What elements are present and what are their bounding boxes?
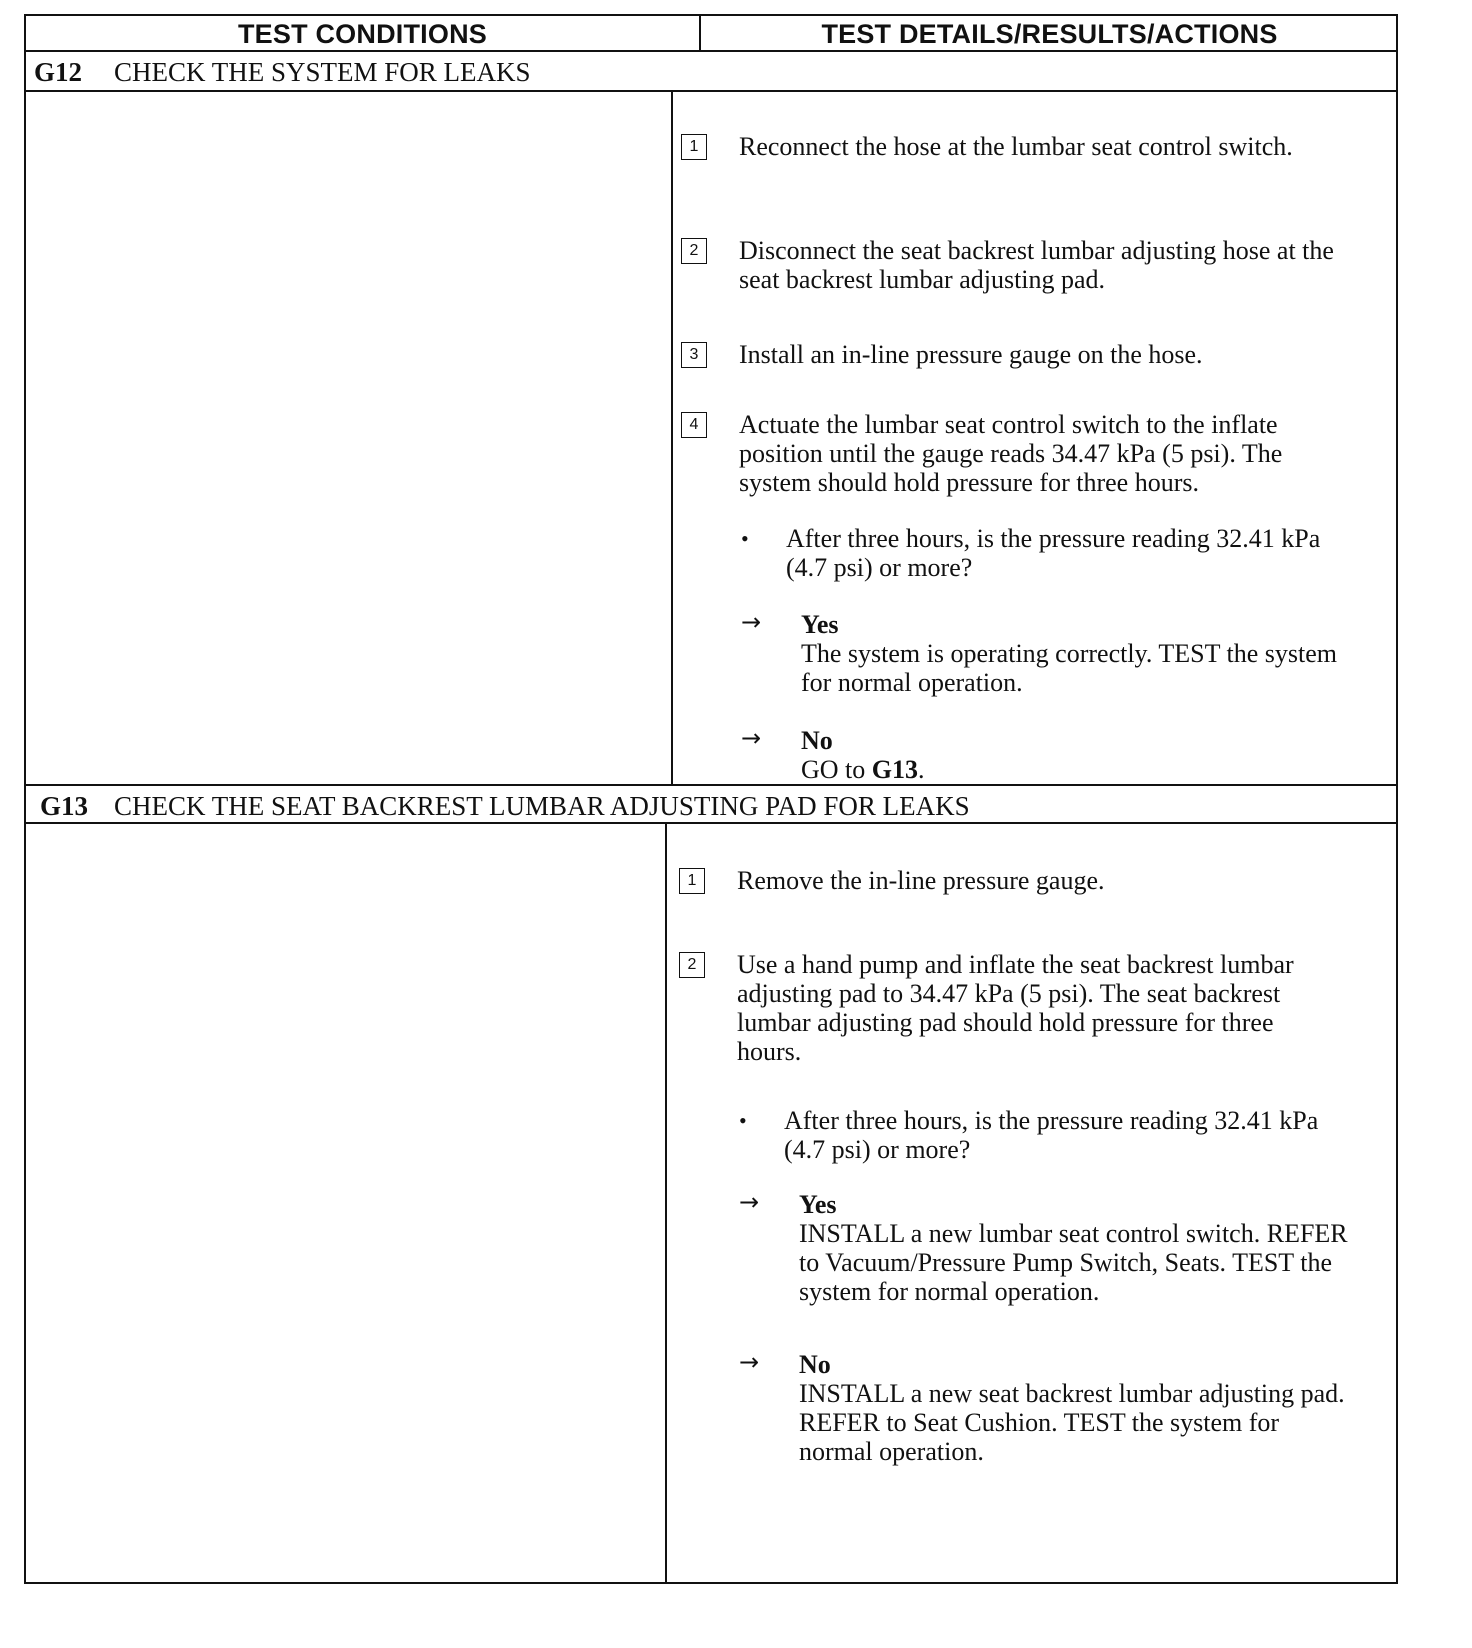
step-number-box: 3 [681,342,707,368]
arrow-right-icon: → [739,1348,760,1376]
action-text: GO to [801,755,872,784]
section-code: G13 [40,791,89,821]
answer-no [739,1350,1359,1470]
arrow-right-icon: → [739,1188,760,1216]
question-bullet [739,1106,1359,1166]
bullet-icon: • [739,1108,747,1133]
step-number-box: 2 [679,952,705,978]
column-divider [665,824,667,1584]
step-text: Use a hand pump and inflate the seat backrest lumbar adjusting pad to 34.47 kPa (5 psi). The seat backrest lumbar adjusting pad should hold pressure for three hours. [737,950,1294,1066]
diagnostic-table [24,14,1398,1584]
answer-action: INSTALL a new lumbar seat control switch. REFER to Vacuum/Pressure Pump Switch, Seats. TEST the system for normal operation. [799,1219,1348,1306]
step-number-box: 2 [681,238,707,264]
column-divider [671,92,673,786]
answer-yes [739,1190,1359,1310]
question-bullet [741,524,1361,584]
bullet-icon: • [741,526,749,551]
step-number-box: 1 [679,868,705,894]
section-title-text: CHECK THE SYSTEM FOR LEAKS [114,57,531,87]
step-text: Actuate the lumbar seat control switch to the inflate position until the gauge reads 34.47 kPa (5 psi). The system should hold pressure for three hours. [739,410,1283,497]
step-number-box: 4 [681,412,707,438]
question-text: After three hours, is the pressure reading 32.41 kPa (4.7 psi) or more? [786,524,1321,582]
step-text: Install an in-line pressure gauge on the hose. [739,340,1203,369]
question-text: After three hours, is the pressure reading 32.41 kPa (4.7 psi) or more? [784,1106,1319,1164]
arrow-right-icon: → [741,724,762,752]
answer-action: The system is operating correctly. TEST the system for normal operation. [801,639,1338,697]
answer-action [801,755,1361,784]
section-title-text: CHECK THE SEAT BACKREST LUMBAR ADJUSTING PAD FOR LEAKS [114,791,970,821]
step-text: Disconnect the seat backrest lumbar adjusting hose at the seat backrest lumbar adjusting pad. [739,236,1334,294]
step-text: Remove the in-line pressure gauge. [737,866,1105,895]
answer-yes [741,610,1361,700]
step-text: Reconnect the hose at the lumbar seat control switch. [739,132,1293,161]
section-title-g12 [26,52,1396,92]
section-g12-details [681,92,1381,786]
answer-label: No [801,726,833,755]
arrow-right-icon: → [741,608,762,636]
section-title-g13 [26,784,1396,824]
column-header-test-details: TEST DETAILS/RESULTS/ACTIONS [821,19,1278,49]
section-reference-link[interactable]: G13 [871,755,919,784]
answer-label: Yes [799,1190,837,1219]
column-header-test-conditions: TEST CONDITIONS [26,16,701,50]
action-punct: . [918,755,925,784]
step-number-box: 1 [681,134,707,160]
column-header-row [26,16,1396,52]
answer-label: Yes [801,610,839,639]
answer-action: INSTALL a new seat backrest lumbar adjusting pad. REFER to Seat Cushion. TEST the system for normal operation. [799,1379,1345,1466]
section-code: G12 [34,57,83,87]
answer-no [741,726,1361,786]
section-g13-details [679,824,1379,1564]
answer-label: No [799,1350,831,1379]
